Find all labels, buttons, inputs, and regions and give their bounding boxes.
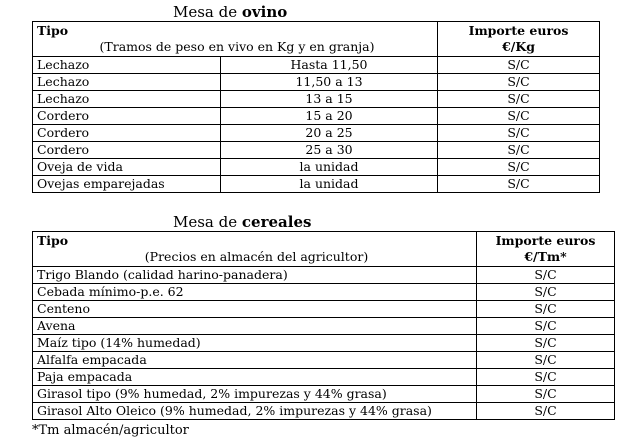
cereales-tipo: Maíz tipo (14% humedad) — [33, 335, 477, 352]
table-row — [33, 176, 600, 193]
ovino-header-importe-line1: Importe euros — [468, 23, 569, 38]
cereales-tipo: Girasol Alto Oleico (9% humedad, 2% impurezas y 44% grasa) — [33, 403, 477, 420]
ovino-importe: S/C — [438, 125, 600, 142]
cereales-header-importe-cell — [477, 232, 615, 267]
ovino-tramo: 20 a 25 — [221, 125, 438, 142]
table-row — [33, 403, 615, 420]
cereales-tipo: Trigo Blando (calidad harino-panadera) — [33, 267, 477, 284]
ovino-title-bold: ovino — [241, 3, 288, 21]
ovino-tramo: la unidad — [221, 159, 438, 176]
ovino-tramo: 25 a 30 — [221, 142, 438, 159]
ovino-tipo: Cordero — [33, 108, 221, 125]
cereales-importe: S/C — [477, 335, 615, 352]
table-row — [33, 74, 600, 91]
ovino-tipo: Lechazo — [33, 57, 221, 74]
cereales-table-title — [173, 214, 311, 231]
ovino-tramo: la unidad — [221, 176, 438, 193]
ovino-tipo: Cordero — [33, 142, 221, 159]
cereales-importe: S/C — [477, 352, 615, 369]
ovino-tipo: Oveja de vida — [33, 159, 221, 176]
ovino-tramo: Hasta 11,50 — [221, 57, 438, 74]
cereales-tipo: Cebada mínimo-p.e. 62 — [33, 284, 477, 301]
cereales-title-prefix: Mesa de — [173, 213, 242, 231]
ovino-header-importe-cell — [438, 22, 600, 57]
cereales-tipo: Centeno — [33, 301, 477, 318]
table-row — [33, 91, 600, 108]
ovino-importe: S/C — [438, 57, 600, 74]
table-row — [33, 108, 600, 125]
cereales-tipo: Alfalfa empacada — [33, 352, 477, 369]
ovino-tipo: Ovejas emparejadas — [33, 176, 221, 193]
table-row — [33, 335, 615, 352]
cereales-table — [32, 231, 615, 420]
ovino-tramo: 13 a 15 — [221, 91, 438, 108]
ovino-importe: S/C — [438, 108, 600, 125]
cereales-header-subtitle: (Precios en almacén del agricultor) — [144, 249, 369, 264]
cereales-importe: S/C — [477, 267, 615, 284]
ovino-table — [32, 21, 600, 193]
cereales-tipo: Paja empacada — [33, 369, 477, 386]
ovino-tipo: Lechazo — [33, 74, 221, 91]
cereales-importe: S/C — [477, 369, 615, 386]
cereales-tipo: Avena — [33, 318, 477, 335]
ovino-importe: S/C — [438, 142, 600, 159]
cereales-importe: S/C — [477, 318, 615, 335]
cereales-header-tipo-cell — [33, 232, 477, 267]
cereales-header-tipo: Tipo — [37, 233, 69, 248]
ovino-header-subtitle: (Tramos de peso en vivo en Kg y en granja) — [99, 39, 375, 54]
table-row — [33, 267, 615, 284]
table-row — [33, 301, 615, 318]
cereales-title-bold: cereales — [241, 213, 312, 231]
table-row — [33, 369, 615, 386]
ovino-table-title — [173, 4, 287, 21]
ovino-importe: S/C — [438, 74, 600, 91]
table-row — [33, 352, 615, 369]
ovino-tipo: Lechazo — [33, 91, 221, 108]
cereales-header-importe-line2: €/Tm* — [524, 249, 567, 264]
ovino-header-tipo-cell — [33, 22, 438, 57]
cereales-tipo: Girasol tipo (9% humedad, 2% impurezas y 44% grasa) — [33, 386, 477, 403]
table-row — [33, 284, 615, 301]
ovino-importe: S/C — [438, 91, 600, 108]
table-row — [33, 386, 615, 403]
ovino-header-importe-line2: €/Kg — [502, 39, 535, 54]
ovino-importe: S/C — [438, 159, 600, 176]
cereales-header-importe-line1: Importe euros — [495, 233, 596, 248]
ovino-tramo: 11,50 a 13 — [221, 74, 438, 91]
cereales-importe: S/C — [477, 403, 615, 420]
cereales-header-row — [33, 232, 615, 267]
ovino-header-tipo: Tipo — [37, 23, 69, 38]
table-row — [33, 142, 600, 159]
ovino-header-row — [33, 22, 600, 57]
cereales-importe: S/C — [477, 386, 615, 403]
ovino-importe: S/C — [438, 176, 600, 193]
table-row — [33, 159, 600, 176]
cereales-importe: S/C — [477, 301, 615, 318]
cereales-importe: S/C — [477, 284, 615, 301]
table-row — [33, 125, 600, 142]
table-row — [33, 57, 600, 74]
ovino-tipo: Cordero — [33, 125, 221, 142]
cereales-footnote: *Tm almacén/agricultor — [32, 423, 189, 438]
ovino-title-prefix: Mesa de — [173, 3, 242, 21]
table-row — [33, 318, 615, 335]
ovino-tramo: 15 a 20 — [221, 108, 438, 125]
